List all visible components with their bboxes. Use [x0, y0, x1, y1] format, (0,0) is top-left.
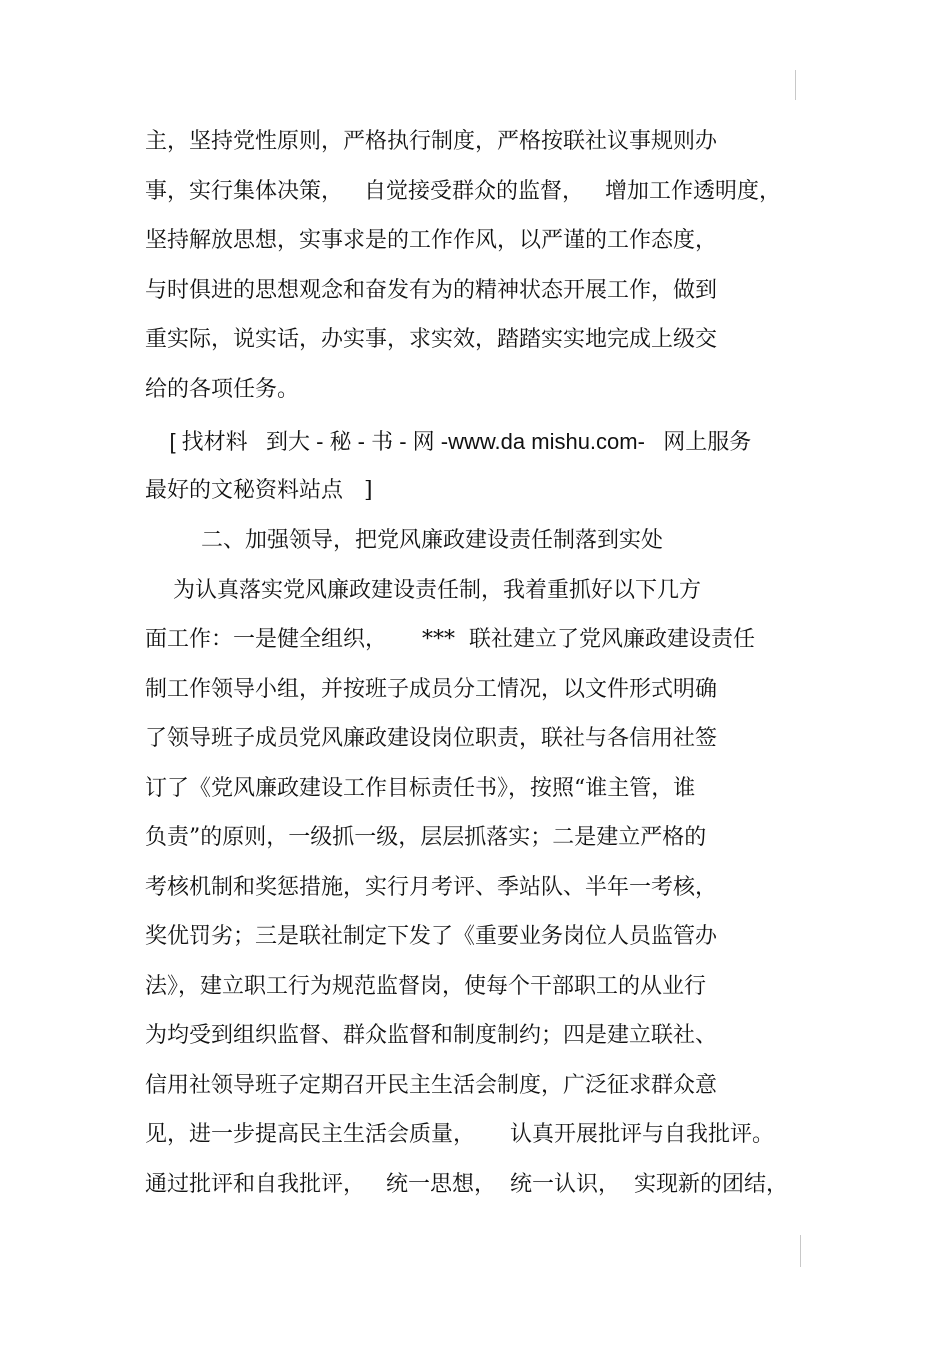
paragraph-line-13: 考核机制和奖惩措施，实行月考评、季站队、半年一考核，	[145, 875, 718, 900]
paragraph-line-19: 通过批评和自我批评， 统一思想， 统一认识， 实现新的团结，	[145, 1172, 788, 1197]
paragraph-line-8: 面工作：一是健全组织， *** 联社建立了党风廉政建设责任	[145, 627, 755, 652]
paragraph-line-5: 重实际，说实话，办实事，求实效，踏踏实实地完成上级交	[145, 327, 718, 352]
paragraph-line-9: 制工作领导小组，并按班子成员分工情况，以文件形式明确	[145, 677, 718, 702]
paragraph-line-7: 为认真落实党风廉政建设责任制，我着重抓好以下几方	[145, 578, 701, 603]
paragraph-line-11: 订了《党风廉政建设工作目标责任书》，按照“谁主管，谁	[145, 776, 696, 801]
section-heading: 二、加强领导，把党风廉政建设责任制落到实处	[145, 528, 663, 553]
paragraph-line-15: 法》，建立职工行为规范监督岗，使每个干部职工的从业行	[145, 974, 707, 999]
paragraph-line-12: 负责”的原则，一级抓一级，层层抓落实；二是建立严格的	[145, 825, 707, 850]
paragraph-line-16: 为均受到组织监督、群众监督和制度制约；四是建立联社、	[145, 1023, 718, 1048]
paragraph-line-6: 给的各项任务。	[145, 377, 300, 402]
page-corner-mark-top	[795, 70, 796, 100]
paragraph-line-2: 事，实行集体决策， 自觉接受群众的监督， 增加工作透明度，	[145, 179, 781, 204]
page-corner-mark-bottom	[800, 1235, 801, 1267]
paragraph-line-1: 主，坚持党性原则，严格执行制度，严格按联社议事规则办	[145, 129, 718, 154]
source-note-line-2: 最好的文秘资料站点 ]	[145, 478, 373, 503]
paragraph-line-3: 坚持解放思想，实事求是的工作作风，以严谨的工作态度，	[145, 228, 718, 253]
paragraph-line-17: 信用社领导班子定期召开民主生活会制度，广泛征求群众意	[145, 1073, 718, 1098]
paragraph-line-18: 见，进一步提高民主生活会质量， 认真开展批评与自我批评。	[145, 1122, 774, 1147]
source-note-line-1: [ 找材料 到大 - 秘 - 书 - 网 -www.da mishu.com- 网上服务	[145, 429, 752, 454]
paragraph-line-10: 了领导班子成员党风廉政建设岗位职责，联社与各信用社签	[145, 726, 718, 751]
paragraph-line-4: 与时俱进的思想观念和奋发有为的精神状态开展工作，做到	[145, 278, 718, 303]
paragraph-line-14: 奖优罚劣；三是联社制定下发了《重要业务岗位人员监管办	[145, 924, 718, 949]
